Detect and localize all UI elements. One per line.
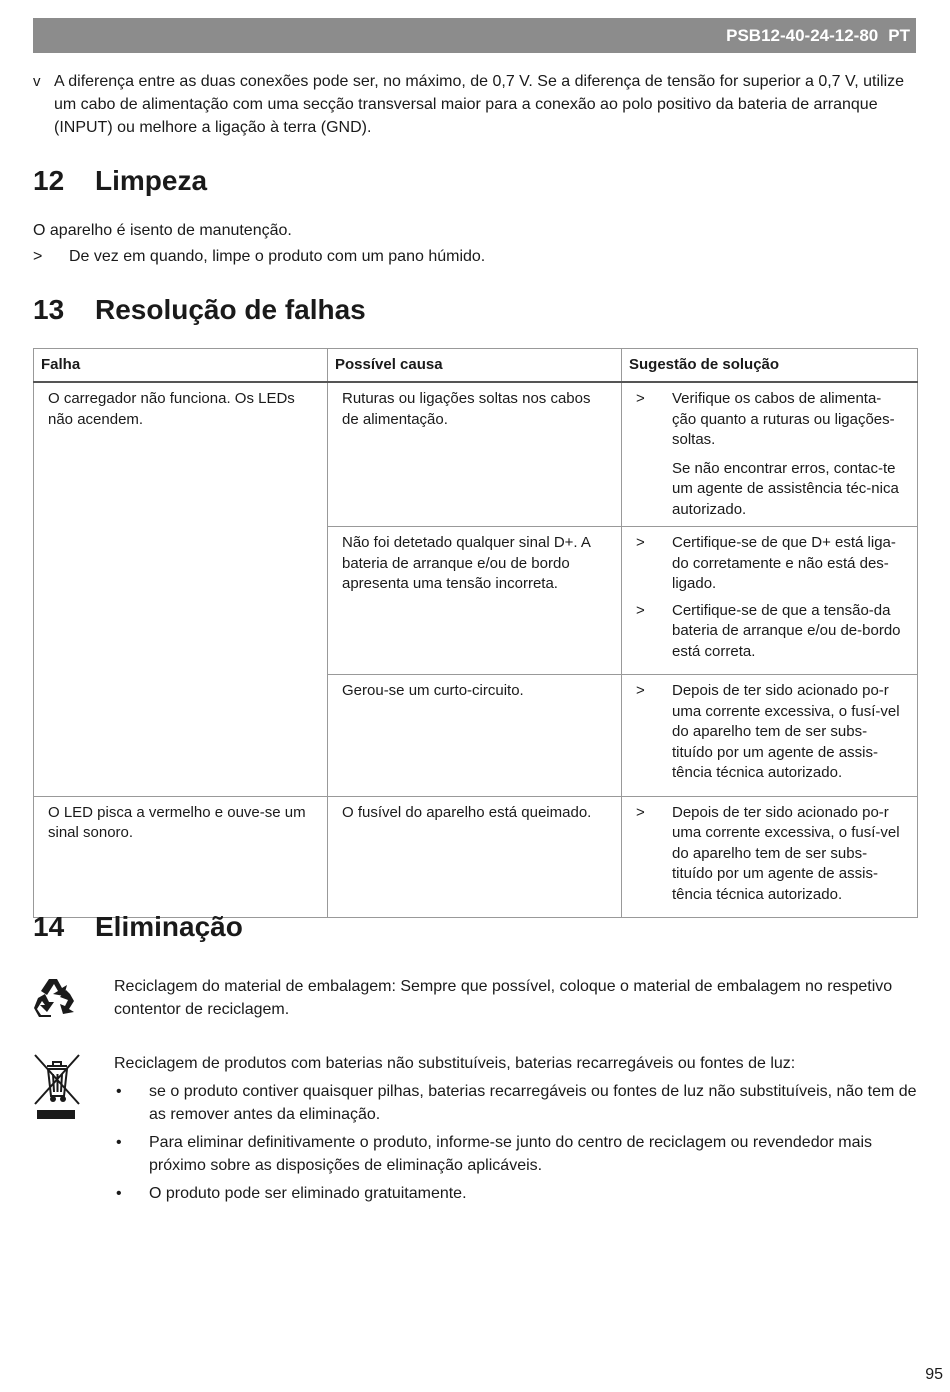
solution-step: > Depois de ter sido acionado po-r uma corrente excessiva, o fusí-vel do aparelho tem de ser subs-tituído por um agente de assis-tência técnica autorizado. [636, 803, 900, 903]
bullet-icon: • [116, 1185, 122, 1202]
packaging-text: Reciclagem do material de embalagem: Sempre que possível, coloque o material de embalagem no respetivo contentor de reciclagem. [114, 978, 893, 1018]
product-recycling-content [114, 1052, 918, 1205]
recycling-icon [33, 975, 81, 1026]
solution-cell [622, 796, 918, 918]
troubleshooting-table [33, 348, 918, 918]
header-language: PT [888, 26, 910, 45]
solution-cell [622, 675, 918, 797]
list-item: • Para eliminar definitivamente o produto, informe-se junto do centro de reciclagem ou revendedor mais próximo sobre as disposições de eliminação aplicáveis. [114, 1131, 918, 1177]
step-arrow-icon: > [33, 248, 43, 265]
table-row [34, 796, 918, 918]
cause-cell: Não foi detetado qualquer sinal D+. A bateria de arranque e/ou de bordo apresenta uma tensão incorreta. [328, 527, 622, 675]
solution-step: > Verifique os cabos de alimenta-ção quanto a ruturas ou ligações-soltas. [636, 390, 895, 448]
list-item: • se o produto contiver quaisquer pilhas, baterias recarregáveis ou fontes de luz não substituíveis, não tem de as remover antes da eliminação. [114, 1080, 918, 1126]
product-recycling-row [33, 1052, 918, 1205]
intro-text: A diferença entre as duas conexões pode ser, no máximo, de 0,7 V. Se a diferença de tensão for superior a 0,7 V, utilize um cabo de alimentação com uma secção transversal maior para a conexão ao polo positivo da bateria de arranque (INPUT) ou melhore a ligação à terra (GND). [54, 73, 905, 136]
solution-step: > Certifique-se de que D+ está liga-do corretamente e não está des-ligado. [636, 534, 896, 592]
fault-cell: O LED pisca a vermelho e ouve-se um sinal sonoro. [34, 796, 328, 918]
solution-step: > Certifique-se de que a tensão-da bateria de arranque e/ou de-bordo está correta. [636, 601, 901, 660]
fault-cell: O carregador não funciona. Os LEDs não acendem. [34, 382, 328, 796]
page-number: 95 [925, 1366, 943, 1383]
step-arrow-icon: > [636, 803, 645, 821]
step-arrow-icon: > [636, 682, 645, 699]
cause-cell: Ruturas ou ligações soltas nos cabos de alimentação. [328, 382, 622, 527]
solution-cell [622, 382, 918, 527]
crossed-bin-icon [33, 1052, 81, 1129]
section-13-heading [33, 293, 366, 327]
bullet-icon: • [116, 1134, 122, 1151]
intro-note [33, 70, 918, 139]
product-recycling-intro: Reciclagem de produtos com baterias não substituíveis, baterias recarregáveis ou fontes de luz: [114, 1055, 796, 1072]
solution-cell [622, 527, 918, 675]
step-arrow-icon: > [636, 390, 645, 407]
section-14-heading [33, 910, 243, 944]
section-number: 12 [33, 165, 65, 196]
solution-note: Se não encontrar erros, contac-te um agente de assistência téc-nica autorizado. [672, 459, 899, 518]
packaging-recycling-row [33, 975, 918, 1021]
header-model: PSB12-40-24-12-80 [726, 26, 879, 45]
section-title: Limpeza [95, 165, 208, 196]
column-header-fault: Falha [34, 349, 328, 383]
column-header-solution: Sugestão de solução [622, 349, 918, 383]
section-title: Resolução de falhas [95, 294, 366, 325]
section-12-paragraph: O aparelho é isento de manutenção. [33, 222, 292, 239]
cause-cell: O fusível do aparelho está queimado. [328, 796, 622, 918]
table-row [34, 382, 918, 527]
section-number: 13 [33, 294, 65, 325]
page-header [33, 18, 916, 53]
section-number: 14 [33, 911, 65, 942]
check-marker: v [33, 73, 41, 90]
section-12-step [33, 245, 918, 268]
step-text: De vez em quando, limpe o produto com um pano húmido. [69, 248, 486, 265]
section-title: Eliminação [95, 911, 243, 942]
section-12-heading [33, 164, 207, 198]
solution-step: > Depois de ter sido acionado po-r uma corrente excessiva, o fusí-vel do aparelho tem de ser subs-tituído por um agente de assis-tência técnica autorizado. [636, 682, 900, 781]
bullet-icon: • [116, 1083, 122, 1100]
column-header-cause: Possível causa [328, 349, 622, 383]
step-arrow-icon: > [636, 601, 645, 619]
step-arrow-icon: > [636, 534, 645, 551]
list-item: • O produto pode ser eliminado gratuitamente. [114, 1182, 918, 1205]
table-header-row [34, 349, 918, 383]
cause-cell: Gerou-se um curto-circuito. [328, 675, 622, 797]
